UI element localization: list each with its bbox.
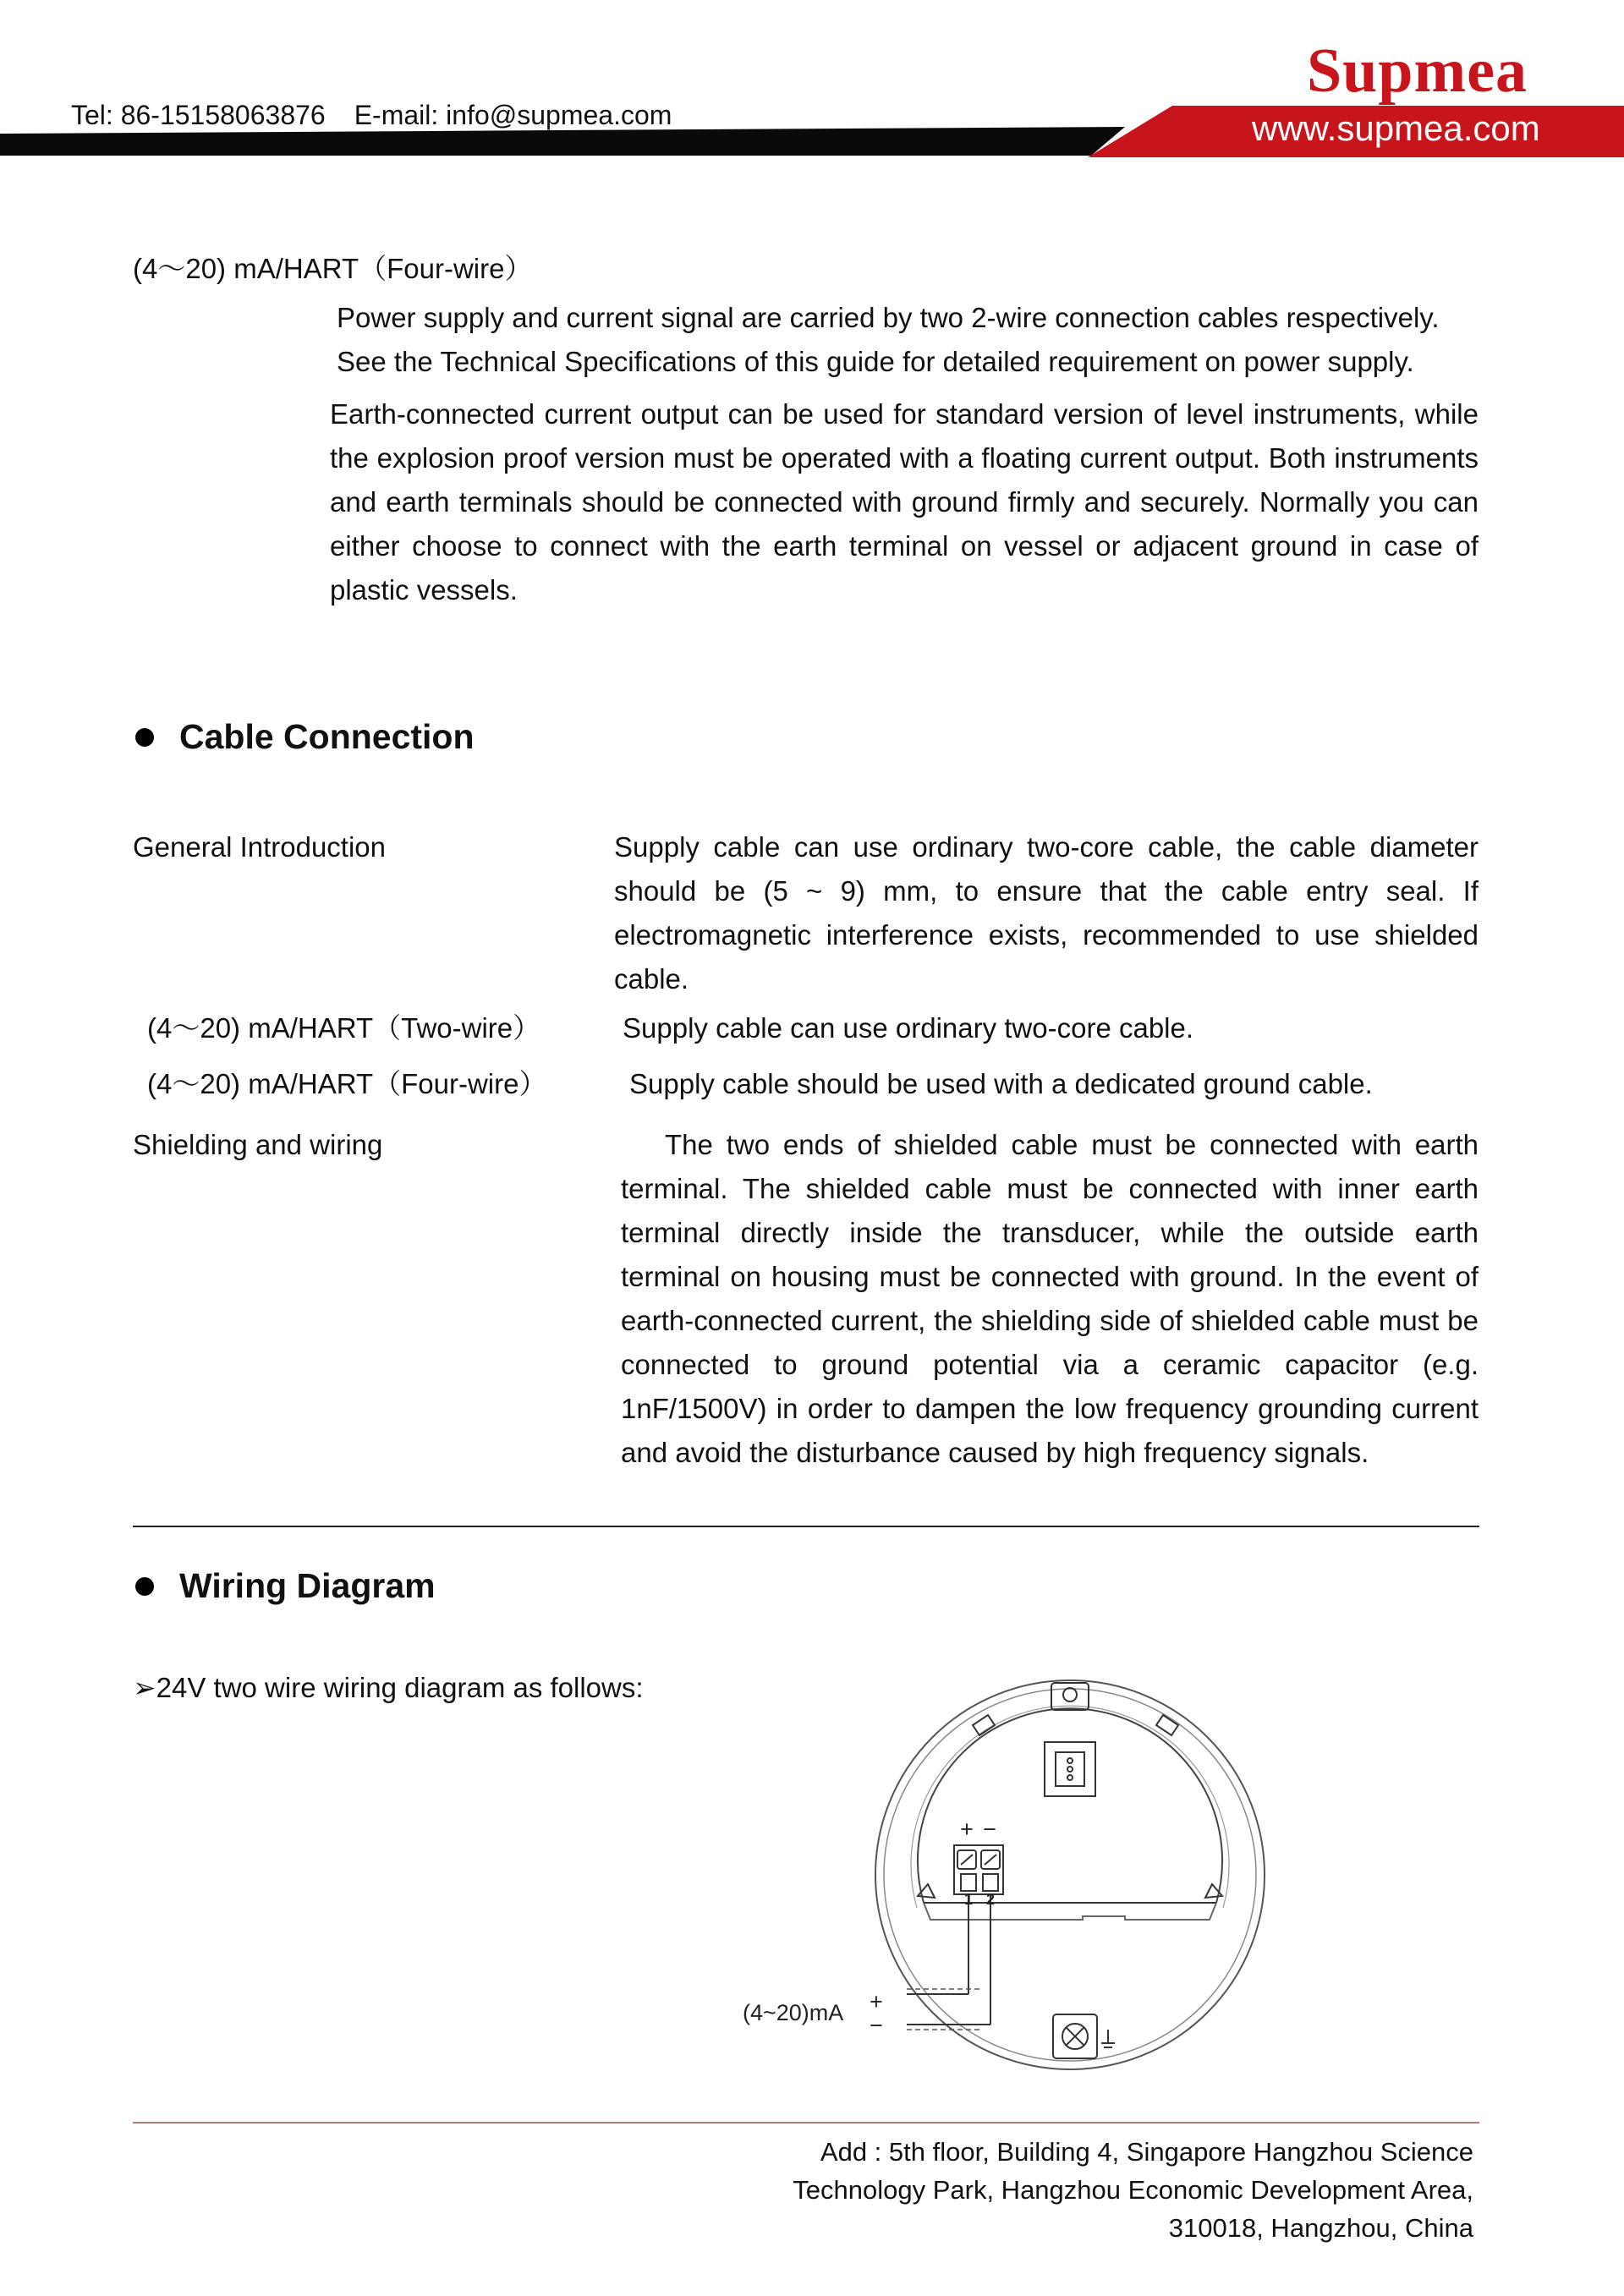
row-label-four-wire: (4～20) mA/HART（Four-wire） — [147, 1068, 547, 1099]
row-text-general: Supply cable can use ordinary two-core cable, the cable diameter should be (5 ~ 9) mm, to ensure that the cable entry seal. If electromagnetic interference exists, recommended to use shielded cable. — [614, 831, 1479, 995]
section-heading: Cable Connection — [179, 717, 475, 756]
terminal-plus-label: + — [960, 1817, 974, 1842]
footer-divider — [133, 2122, 1479, 2123]
terminal-1-label: 1 — [963, 1891, 974, 1908]
footer-line: Add : 5th floor, Building 4, Singapore Hangzhou Science — [820, 2137, 1473, 2167]
signal-plus-label: + — [870, 1989, 883, 2014]
footer-line: 310018, Hangzhou, China — [1168, 2213, 1473, 2243]
row-label-shielding: Shielding and wiring — [133, 1129, 383, 1160]
four-wire-para1: Power supply and current signal are carried by two 2-wire connection cables respectively. See the Technical Specifications of this guide for detailed requirement on power supply. — [337, 302, 1440, 377]
brand-logo: Supmea — [1307, 36, 1528, 106]
wiring-diagram-figure — [727, 1674, 1269, 2080]
footer-address — [712, 2133, 1473, 2247]
section-wiring-diagram — [135, 1566, 436, 1606]
row-text-shielding-content: The two ends of shielded cable must be connected with earth terminal. The shielded cable must be connected with inner earth terminal directly inside the transducer, while the outside earth terminal on housing must be connected with ground. In the event of earth-connected current, the shielding side of shielded cable must be connected to ground potential via a ceramic capacitor (e.g. 1nF/1500V) in order to dampen the low frequency grounding current and avoid the disturbance caused by high frequency signals. — [621, 1129, 1479, 1468]
four-wire-title: (4～20) mA/HART（Four-wire） — [133, 253, 533, 284]
four-wire-para2: Earth-connected current output can be used for standard version of level instruments, while the explosion proof version must be operated with a floating current output. Both instruments and earth terminals should be connected with ground firmly and securely. Normally you can either choose to connect with the earth terminal on vessel or adjacent ground in case of plastic vessels. — [330, 398, 1479, 606]
row-label-two-wire: (4～20) mA/HART（Two-wire） — [147, 1012, 541, 1044]
footer-line: Technology Park, Hangzhou Economic Development Area, — [793, 2175, 1473, 2205]
row-text-four-wire: Supply cable should be used with a dedicated ground cable. — [629, 1068, 1373, 1099]
terminal-2-label: 2 — [985, 1891, 996, 1908]
section-heading: Wiring Diagram — [179, 1566, 436, 1605]
section-cable-connection — [135, 717, 475, 757]
wiring-bullet-text: ➢24V two wire wiring diagram as follows: — [133, 1672, 644, 1703]
row-text-two-wire: Supply cable can use ordinary two-core cable. — [623, 1012, 1194, 1044]
signal-minus-label: − — [870, 2013, 883, 2038]
bullet-dot — [135, 728, 154, 747]
contact-tel: Tel: 86-15158063876 — [71, 100, 326, 130]
row-text-shielding — [621, 1123, 1479, 1475]
website-link[interactable]: www.supmea.com — [1252, 108, 1540, 148]
terminal-minus-label: − — [983, 1817, 996, 1842]
contact-email: E-mail: info@supmea.com — [354, 100, 672, 130]
row-label-general: General Introduction — [133, 831, 387, 863]
signal-label: (4~20)mA — [743, 2000, 844, 2025]
divider — [133, 1526, 1479, 1527]
bullet-dot — [135, 1577, 154, 1596]
